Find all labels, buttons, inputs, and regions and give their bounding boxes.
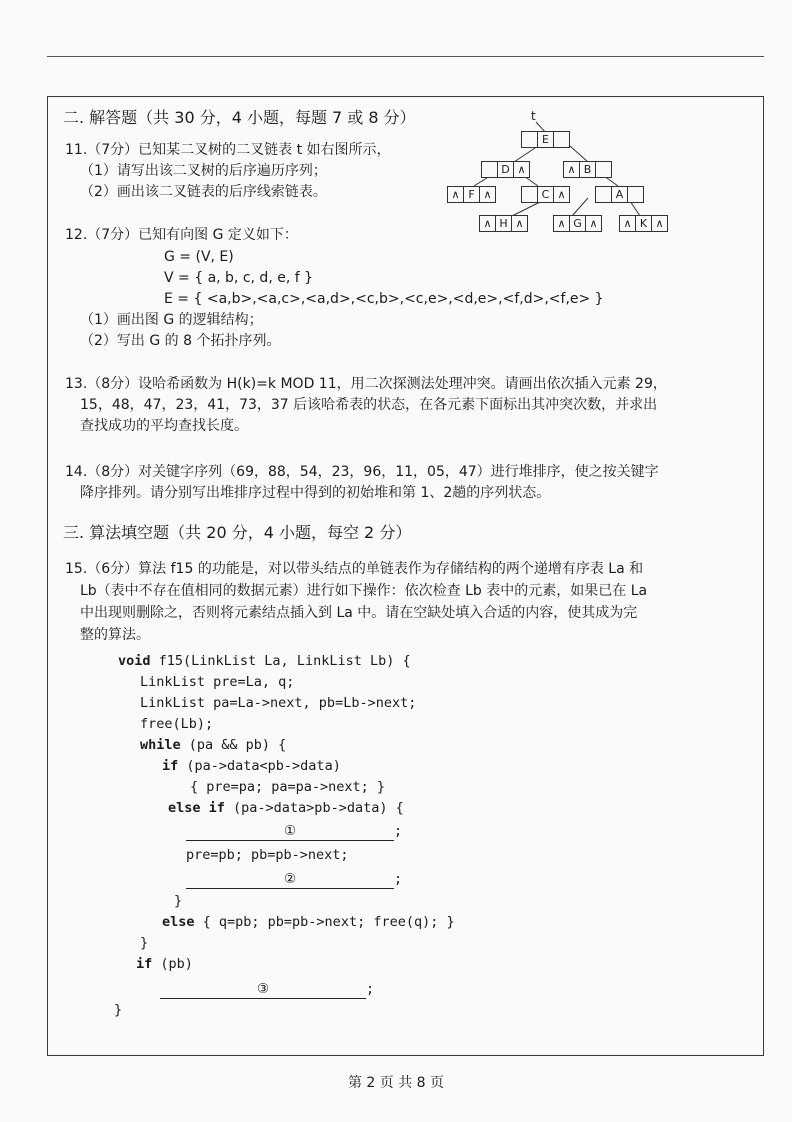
q15-line2: Lb（表中不存在值相同的数据元素）进行如下操作：依次检查 Lb 表中的元素，如果已在 La: [80, 583, 648, 599]
tree-node-f: ∧ F ∧: [448, 186, 496, 203]
code-line-7: { pre=pa; pa=pa->next; }: [190, 779, 386, 795]
code-line-3: LinkList pa=La->next, pb=Lb->next;: [140, 695, 417, 711]
tree-node-a: A: [596, 186, 644, 203]
q12-stem: 12.（7分）已知有向图 G 定义如下：: [65, 227, 298, 243]
tree-node-k: ∧ K ∧: [620, 215, 668, 232]
code-blank-1-line[interactable]: ① ;: [186, 822, 402, 841]
code-line-10: pre=pb; pb=pb->next;: [186, 847, 349, 863]
tree-node-c: C ∧: [522, 186, 570, 203]
binary-tree-diagram: [440, 110, 680, 240]
q15-line4: 整的算法。: [80, 627, 150, 643]
code-line-14: }: [140, 935, 149, 951]
code-line-1: void f15(LinkList La, LinkList Lb) {: [118, 653, 411, 669]
q11-sub2: （2）画出该二叉链表的后序线索链表。: [80, 184, 327, 200]
code-line-8: else if (pa->data>pb->data) {: [168, 800, 404, 816]
tree-pointer-label: t: [531, 109, 536, 123]
q15-line1: 15.（6分）算法 f15 的功能是，对以带头结点的单链表作为存储结构的两个递增有序表 La 和: [65, 561, 644, 577]
q15-line3: 中出现则删除之，否则将元素结点插入到 La 中。请在空缺处填入合适的内容，使其成为完: [80, 605, 638, 621]
code-line-17: }: [114, 1002, 123, 1018]
code-line-12: }: [174, 893, 183, 909]
blank-3[interactable]: ③: [160, 980, 366, 999]
blank-1[interactable]: ①: [186, 822, 394, 841]
blank-2[interactable]: ②: [186, 870, 394, 889]
q13-line1: 13.（8分）设哈希函数为 H(k)=k MOD 11，用二次探测法处理冲突。请画出依次插入元素 29，: [65, 376, 667, 392]
code-blank-2-line[interactable]: ② ;: [186, 870, 402, 889]
q14-line2: 降序排列。请分别写出堆排序过程中得到的初始堆和第 1、2趟的序列状态。: [80, 485, 551, 501]
section3-title: 三. 算法填空题（共 20 分，4 小题，每空 2 分）: [63, 523, 412, 542]
q12-v: V = { a, b, c, d, e, f }: [164, 270, 314, 286]
q11-stem: 11.（7分）已知某二叉树的二叉链表 t 如右图所示，: [65, 142, 391, 158]
tree-node-d: D ∧: [482, 161, 530, 178]
code-line-6: if (pa->data<pb->data): [162, 758, 341, 774]
q12-g: G = (V, E): [164, 249, 234, 265]
header-rule: [47, 56, 764, 57]
tree-node-g: ∧ G ∧: [554, 215, 602, 232]
code-blank-3-line[interactable]: ③ ;: [160, 980, 374, 999]
q12-sub2: （2）写出 G 的 8 个拓扑序列。: [80, 333, 281, 349]
code-line-2: LinkList pre=La, q;: [140, 674, 295, 690]
section2-title: 二. 解答题（共 30 分，4 小题，每题 7 或 8 分）: [63, 108, 416, 127]
code-line-13: else { q=pb; pb=pb->next; free(q); }: [162, 914, 455, 930]
q12-sub1: （1）画出图 G 的逻辑结构；: [80, 312, 263, 328]
q14-line1: 14.（8分）对关键字序列（69，88，54，23，96，11，05，47）进行堆排序，使之按关键字: [65, 464, 659, 480]
page-footer: 第 2 页 共 8 页: [347, 1075, 445, 1091]
q11-sub1: （1）请写出该二叉树的后序遍历序列；: [80, 163, 327, 179]
q12-e: E = { <a,b>,<a,c>,<a,d>,<c,b>,<c,e>,<d,e>,<f,d>,<f,e> }: [164, 291, 604, 307]
tree-node-h: ∧ H ∧: [480, 215, 528, 232]
q13-line2: 15，48，47，23，41，73，37 后该哈希表的状态，在各元素下面标出其冲突次数，并求出: [80, 397, 658, 413]
code-line-15: if (pb): [136, 956, 193, 972]
tree-node-b: ∧ B: [564, 161, 612, 178]
tree-node-e: E: [522, 131, 570, 148]
code-line-4: free(Lb);: [140, 716, 214, 732]
q13-line3: 查找成功的平均查找长度。: [80, 418, 248, 434]
code-line-5: while (pa && pb) {: [140, 737, 287, 753]
